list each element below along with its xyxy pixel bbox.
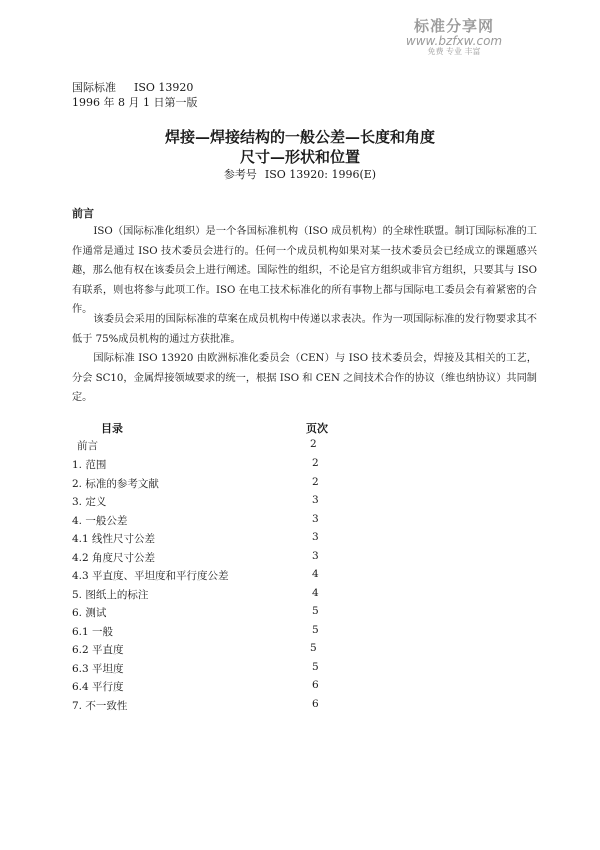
reference-value: ISO 13920: 1996(E) bbox=[264, 168, 377, 181]
preface-paragraph-1: ISO（国际标准化组织）是一个各国标准机构（ISO 成员机构）的全球性联盟。制订国际标准的工作通常是通过 ISO 技术委员会进行的。任何一个成员机构如果对某一技术委员会已经成立的课题感兴趣，那么他有权在该委员会上进行阐述。国际性的组织，不论是官方组织或非官方组织，只要其与 ISO 有联系，则也将参与此项工作。ISO 在电工技术标准化的所有事物上都与国际电工委员会有着紧密的合作。 bbox=[72, 226, 537, 315]
toc-entry-page: 2 bbox=[312, 457, 319, 469]
toc-entry-label: 6. 测试 bbox=[72, 607, 107, 619]
toc-heading-page: 页次 bbox=[306, 422, 328, 435]
toc-entry-page: 3 bbox=[312, 550, 319, 562]
document-title-line1: 焊接—焊接结构的一般公差—长度和角度 bbox=[164, 128, 435, 146]
watermark-logo bbox=[404, 18, 504, 57]
toc-entry-page: 3 bbox=[312, 531, 319, 543]
toc-entry-page: 5 bbox=[312, 624, 319, 636]
toc-entry-label: 6.3 平坦度 bbox=[72, 663, 124, 675]
toc-entry-page: 4 bbox=[312, 587, 319, 599]
toc-entry-label: 7. 不一致性 bbox=[72, 700, 128, 712]
preface-paragraph-3: 国际标准 ISO 13920 由欧洲标准化委员会（CEN）与 ISO 技术委员会，焊接及其相关的工艺，分会 SC10，金属焊接领域要求的统一，根据 ISO 和 CEN 之间技术合作的协议（维也纳协议）共同制定。 bbox=[72, 353, 537, 403]
toc-entry-label: 6.1 一般 bbox=[72, 626, 114, 638]
toc-entry-label: 4. 一般公差 bbox=[72, 515, 128, 527]
document-title-line2: 尺寸—形状和位置 bbox=[239, 148, 360, 166]
toc-entry-label: 2. 标准的参考文献 bbox=[72, 478, 159, 490]
reference-label: 参考号 bbox=[223, 168, 257, 181]
toc-entry-page: 5 bbox=[310, 642, 317, 654]
preface-paragraph-2: 该委员会采用的国际标准的草案在成员机构中传递以求表决。作为一项国际标准的发行物要求其不低于 75%成员机构的通过方获批准。 bbox=[72, 314, 537, 345]
toc-entry-label: 6.4 平行度 bbox=[72, 681, 124, 693]
reference-number bbox=[0, 166, 600, 182]
toc-entry-label: 1. 范围 bbox=[72, 459, 107, 471]
toc-entry-page: 6 bbox=[312, 698, 319, 710]
toc-entry-page: 5 bbox=[312, 605, 319, 617]
toc-entry-label: 6.2 平直度 bbox=[72, 644, 124, 656]
toc-entry-label: 5. 图纸上的标注 bbox=[72, 589, 149, 601]
edition-date: 1996 年 8 月 1 日第一版 bbox=[72, 96, 198, 109]
toc-entry-page: 2 bbox=[310, 438, 317, 450]
toc-entry-page: 4 bbox=[312, 568, 319, 580]
toc-entry-page: 3 bbox=[312, 494, 319, 506]
watermark-url: www.bzfxw.com bbox=[405, 34, 503, 48]
toc-entry-label: 4.2 角度尺寸公差 bbox=[72, 552, 156, 564]
toc-entry-page: 5 bbox=[312, 661, 319, 673]
preface-heading: 前言 bbox=[72, 207, 94, 220]
toc-entry-label: 前言 bbox=[77, 440, 98, 452]
toc-entry-page: 6 bbox=[312, 679, 319, 691]
watermark-title: 标准分享网 bbox=[413, 17, 494, 35]
toc-heading-contents: 目录 bbox=[101, 422, 123, 435]
toc-entry-page: 3 bbox=[312, 513, 319, 525]
watermark-tagline: 免费 专业 丰富 bbox=[427, 47, 481, 56]
toc-entry-label: 4.1 线性尺寸公差 bbox=[72, 533, 156, 545]
toc-entry-page: 2 bbox=[312, 476, 319, 488]
standard-label: 国际标准 bbox=[72, 81, 116, 94]
toc-entry-label: 3. 定义 bbox=[72, 496, 107, 508]
standard-code: ISO 13920 bbox=[134, 81, 194, 94]
toc-entry-label: 4.3 平直度、平坦度和平行度公差 bbox=[72, 570, 229, 582]
